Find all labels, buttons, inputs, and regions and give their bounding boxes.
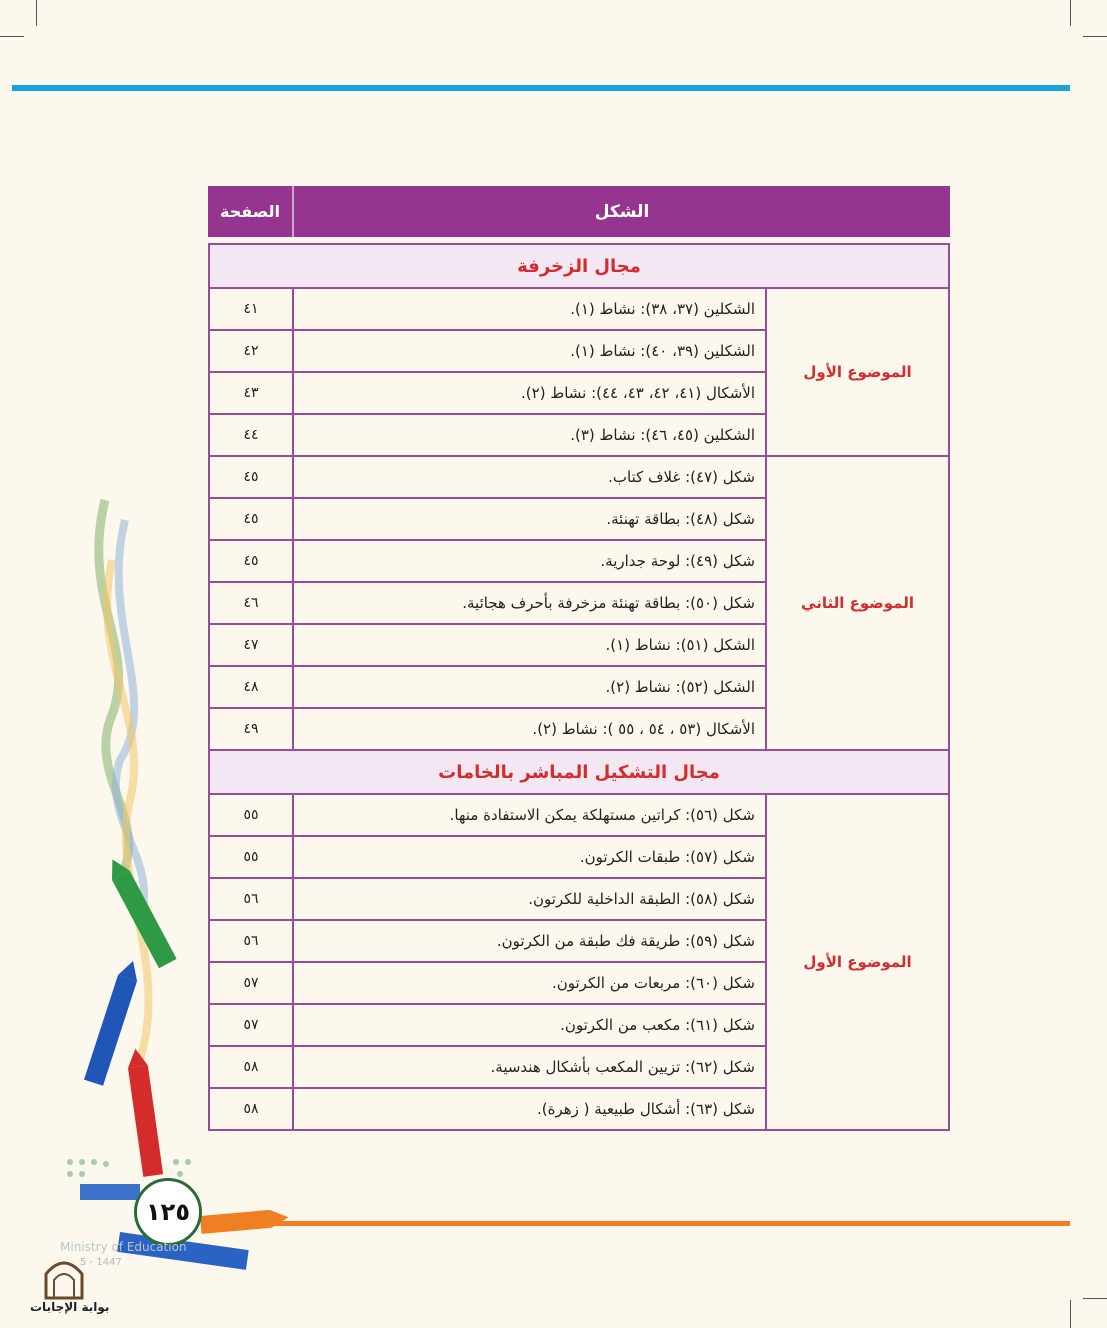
page-cell: ٤٤ (210, 415, 294, 455)
table-row (210, 583, 765, 625)
shape-cell: شكل (٦٢): تزيين المكعب بأشكال هندسية. (294, 1047, 765, 1087)
shape-cell: شكل (٥٠): بطاقة تهنئة مزخرفة بأحرف هجائية. (294, 583, 765, 623)
crop-mark (1070, 0, 1071, 26)
table-row (210, 541, 765, 583)
crop-mark (1083, 36, 1107, 37)
section-title: مجال الزخرفة (208, 243, 950, 287)
table-row (210, 921, 765, 963)
header-shape-column: الشكل (594, 201, 650, 222)
shape-cell: الشكل (٥٢): نشاط (٢). (294, 667, 765, 707)
topic-label: الموضوع الثاني (765, 457, 948, 749)
shape-cell: الشكل (٥١): نشاط (١). (294, 625, 765, 665)
shape-cell: شكل (٦٣): أشكال طبيعية ( زهرة). (294, 1089, 765, 1129)
topic-group (208, 455, 950, 749)
logo-dots (67, 1159, 191, 1177)
table-row (210, 963, 765, 1005)
page-cell: ٤٦ (210, 583, 294, 623)
section-title: مجال التشكيل المباشر بالخامات (208, 749, 950, 793)
table-row (210, 373, 765, 415)
table-row (210, 667, 765, 709)
table-row (210, 1005, 765, 1047)
page-cell: ٤٥ (210, 541, 294, 581)
page-cell: ٤٥ (210, 457, 294, 497)
shape-cell: شكل (٥٦): كراتين مستهلكة يمكن الاستفادة منها. (294, 795, 765, 835)
shape-cell: شكل (٤٩): لوحة جدارية. (294, 541, 765, 581)
shape-cell: الأشكال (٥٣ ، ٥٤ ، ٥٥ ): نشاط (٢). (294, 709, 765, 749)
page-cell: ٤٨ (210, 667, 294, 707)
page-cell: ٤٩ (210, 709, 294, 749)
portal-logo-icon (46, 1263, 82, 1298)
page-cell: ٥٧ (210, 963, 294, 1003)
page-cell: ٥٧ (210, 1005, 294, 1045)
table-row (210, 837, 765, 879)
edition-year: 5 - 1447 (80, 1257, 122, 1268)
table-row (210, 457, 765, 499)
crop-mark (1083, 1298, 1107, 1299)
topic-label: الموضوع الأول (765, 795, 948, 1129)
topic-rows (210, 289, 765, 455)
blue-crayon-short (80, 1184, 140, 1200)
topic-rows (210, 795, 765, 1129)
page-cell: ٥٨ (210, 1047, 294, 1087)
page-cell: ٤١ (210, 289, 294, 329)
table-row (210, 709, 765, 749)
shape-cell: شكل (٥٩): طريقة فك طبقة من الكرتون. (294, 921, 765, 961)
page-cell: ٤٥ (210, 499, 294, 539)
page-cell: ٥٦ (210, 879, 294, 919)
page-cell: ٤٣ (210, 373, 294, 413)
bottom-accent-bar (270, 1221, 1070, 1226)
figures-index-table (208, 186, 950, 1131)
page-cell: ٤٧ (210, 625, 294, 665)
topic-group (208, 287, 950, 455)
header-page-column: الصفحة (208, 186, 294, 237)
crop-mark (1070, 1300, 1071, 1328)
table-header (208, 186, 950, 243)
table-row (210, 415, 765, 455)
page-cell: ٥٥ (210, 837, 294, 877)
table-row (210, 499, 765, 541)
table-row (210, 625, 765, 667)
page-cell: ٥٦ (210, 921, 294, 961)
page-cell: ٤٢ (210, 331, 294, 371)
page-number-badge: ١٢٥ (134, 1178, 202, 1246)
topic-group (208, 793, 950, 1129)
table-body (208, 243, 950, 1129)
shape-cell: شكل (٤٨): بطاقة تهنئة. (294, 499, 765, 539)
table-row (210, 1089, 765, 1129)
table-row (210, 879, 765, 921)
page-cell: ٥٨ (210, 1089, 294, 1129)
shape-cell: شكل (٤٧): غلاف كتاب. (294, 457, 765, 497)
red-crayon (125, 1047, 163, 1177)
table-bottom-border (208, 1129, 950, 1131)
orange-crayon (200, 1208, 289, 1234)
shape-cell: شكل (٦١): مكعب من الكرتون. (294, 1005, 765, 1045)
page-cell: ٥٥ (210, 795, 294, 835)
shape-cell: شكل (٥٧): طبقات الكرتون. (294, 837, 765, 877)
topic-rows (210, 457, 765, 749)
shape-cell: شكل (٦٠): مربعات من الكرتون. (294, 963, 765, 1003)
table-row (210, 795, 765, 837)
shape-cell: الشكلين (٣٧، ٣٨): نشاط (١). (294, 289, 765, 329)
shape-cell: الشكلين (٣٩، ٤٠): نشاط (١). (294, 331, 765, 371)
shape-cell: الأشكال (٤١، ٤٢، ٤٣، ٤٤): نشاط (٢). (294, 373, 765, 413)
table-row (210, 289, 765, 331)
shape-cell: الشكلين (٤٥، ٤٦): نشاط (٣). (294, 415, 765, 455)
topic-label: الموضوع الأول (765, 289, 948, 455)
table-row (210, 331, 765, 373)
ministry-logo-text: Ministry of Education (60, 1240, 187, 1254)
shape-cell: شكل (٥٨): الطبقة الداخلية للكرتون. (294, 879, 765, 919)
table-row (210, 1047, 765, 1089)
portal-watermark: بوابة الإجابات (30, 1300, 110, 1314)
